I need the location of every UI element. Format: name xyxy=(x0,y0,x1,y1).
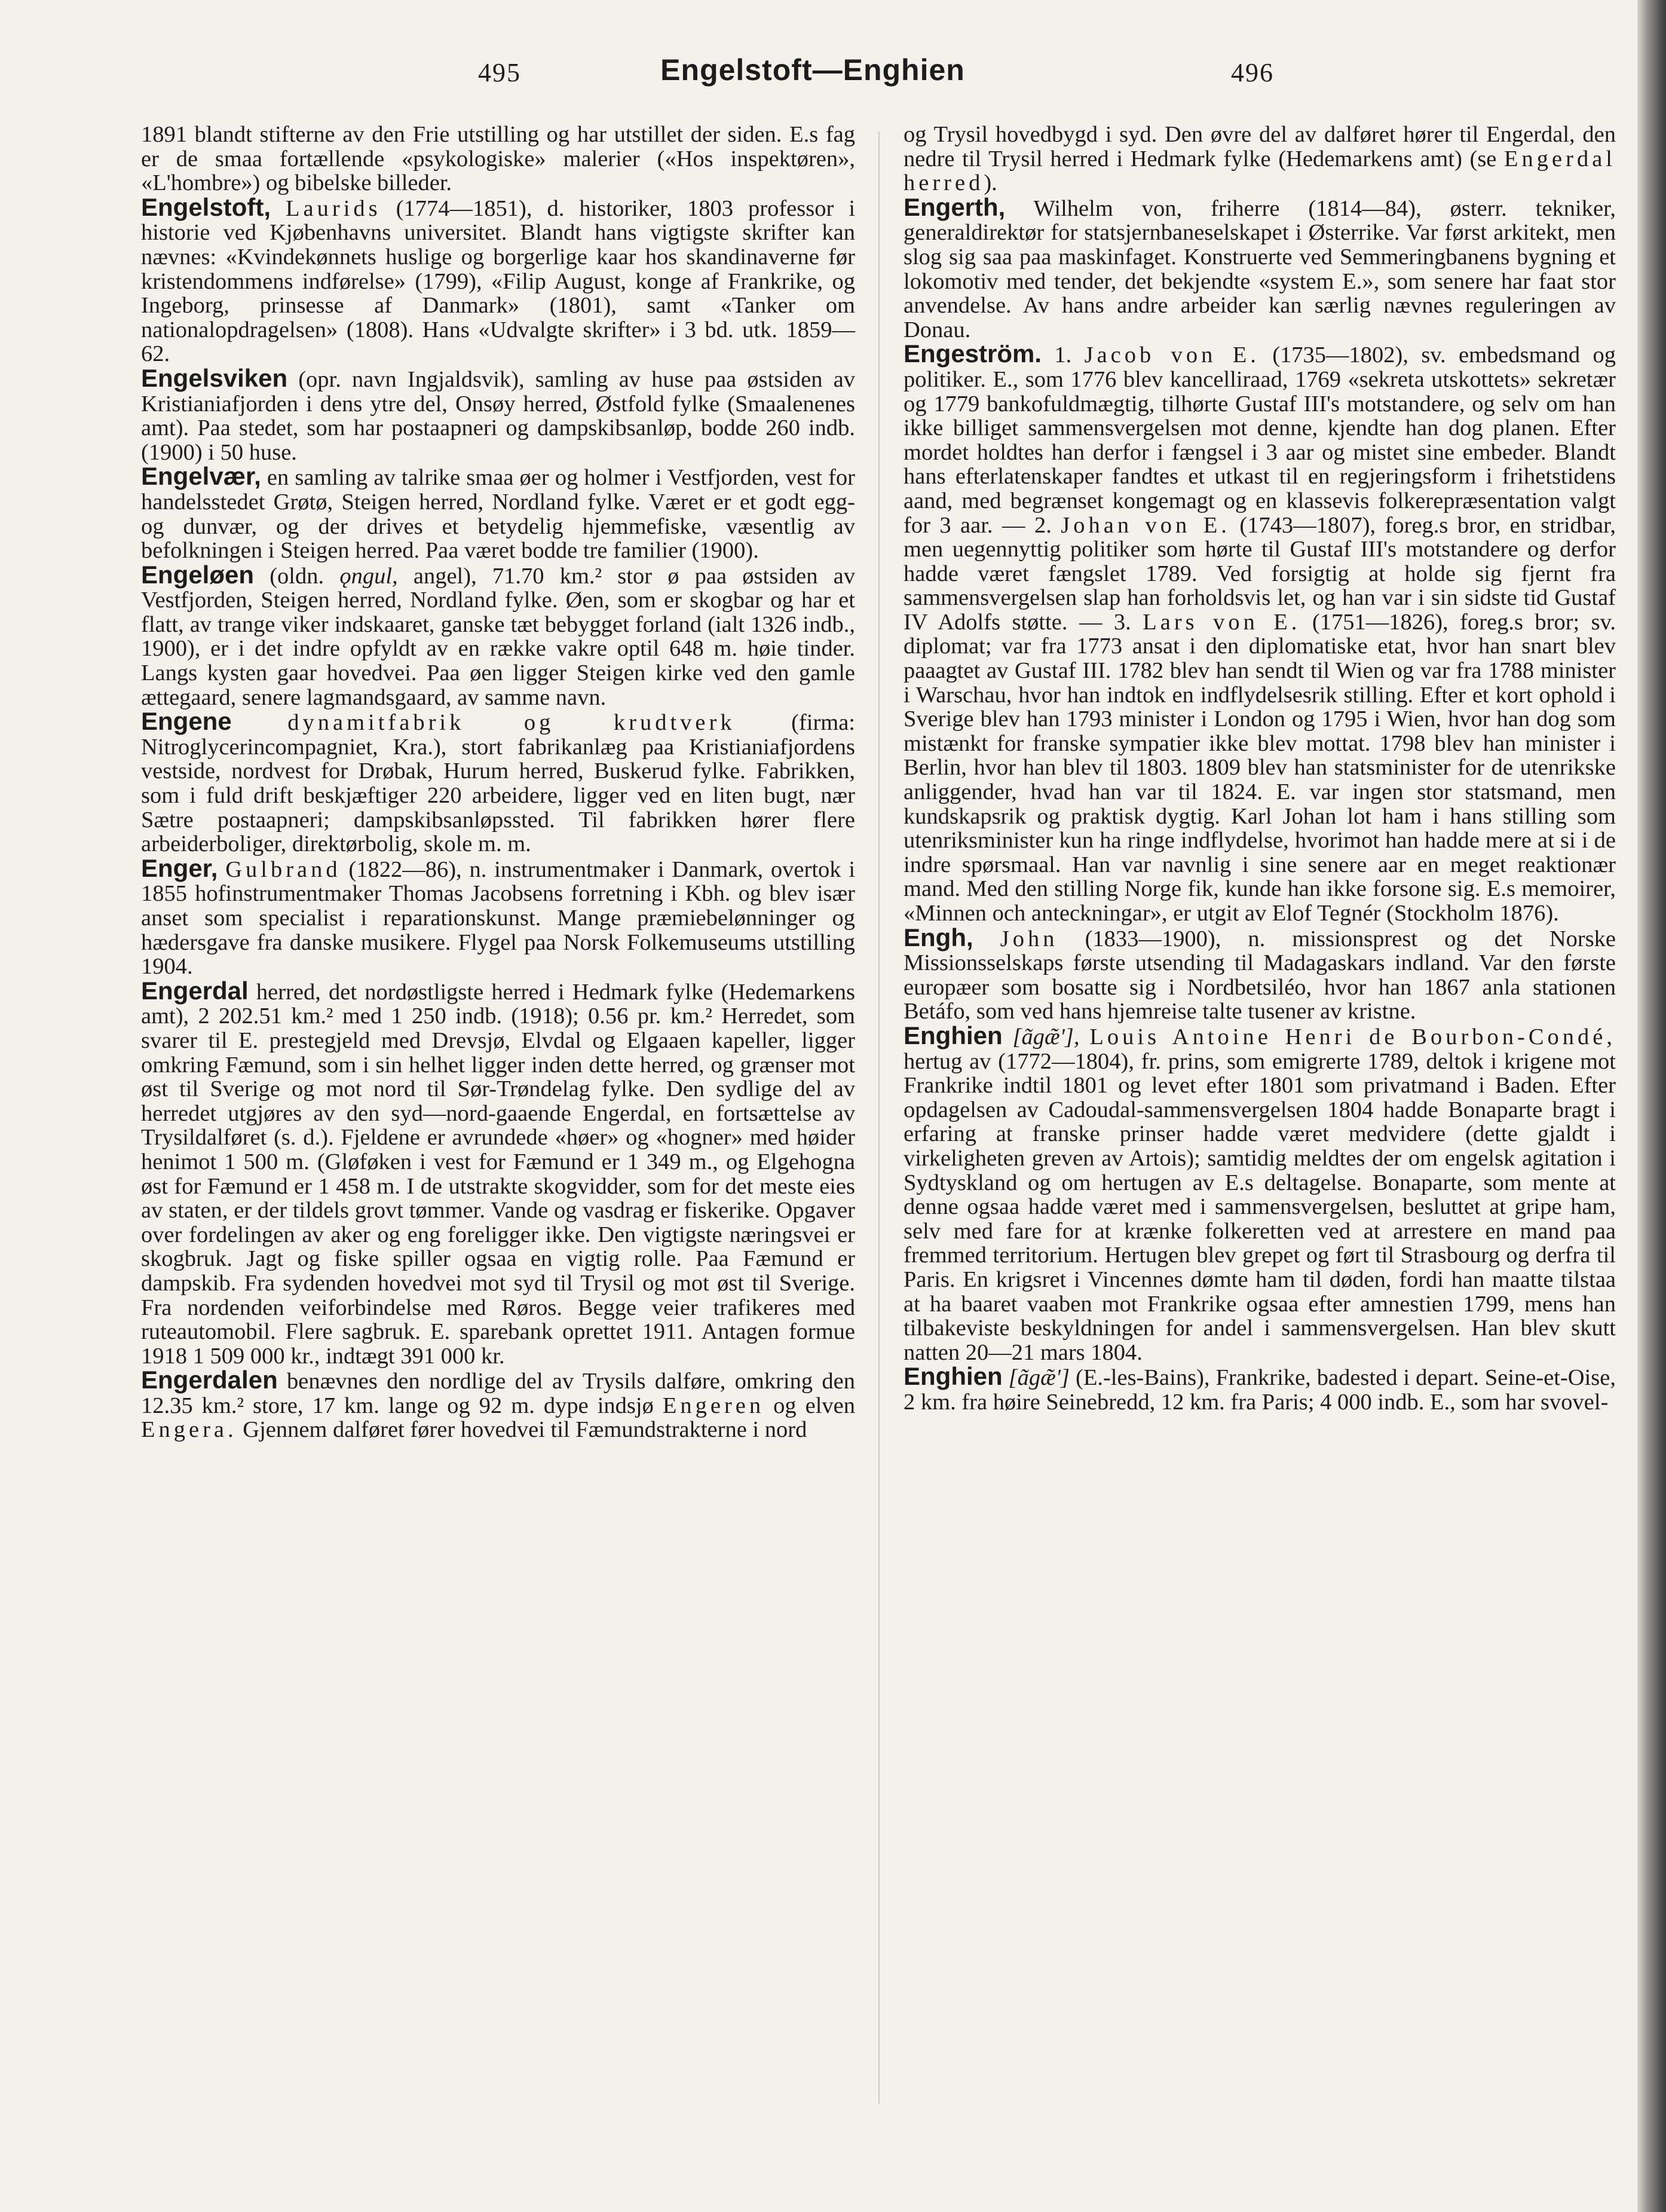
right-column xyxy=(904,123,1616,1414)
etymology: ǫngul, xyxy=(339,563,398,589)
spaced-name: Engeren xyxy=(662,1393,765,1418)
headword: Engerth, xyxy=(904,192,1006,221)
entry-engelstoft xyxy=(141,192,856,367)
entry-engerdalen xyxy=(141,1368,855,1442)
entry-enghien-town xyxy=(904,1364,1616,1414)
entry-text: Wilhelm von, friherre (1814—84), østerr. tekniker, generaldirektør for statsjernbaneselskapet i Østerrike. Var først arkitekt, men slog sig saa paa maskinfaget. Konstruerte ved Semmeringbanens bygning et lokomotiv med tender, det bekjendte «system E.», som senere har faat stor anvendelse. Av hans andre arbeider kan særlig nævnes reguleringen av Donau. xyxy=(904,195,1616,342)
entry-text: (1735—1802), sv. embedsmand og politiker. E., som 1776 blev kancelliraad, 1769 «sekreta utskottets» sekretær og 1779 bankofuldmægtig, tilhørte Gustaf III's motstandere, og selv om han ikke billiget sammensvergelsen mot denne, kjendte han dog planen. Efter mordet holdtes han derfor i fængsel i 3 aar og mistet sine embeder. Blandt hans efterlatenskaper fandtes et utkast til en regjeringsform i frihetstidens aand, med begrænset kongemagt og en klassevis folkerepræsentation valgt for 3 aar. — xyxy=(904,342,1616,538)
headword: Engene xyxy=(141,707,232,736)
left-page-number: 495 xyxy=(478,58,521,87)
person-name: John xyxy=(1000,926,1058,952)
entry-text: Gjennem dalføret fører hovedvei til Fæmundstrakterne i nord xyxy=(243,1417,807,1443)
entry-engestrom: Engeström. 1. Jacob von E. (1735—1802), sv. embedsmand og politiker. E., som 1776 blev kancelliraad, 1769 «sekreta utskottets» sekretær og 1779 bankofuldmægtig, tilhørte Gustaf III's motstandere, og selv om han ikke billiget sammensvergelsen mot denne, kjendte han dog planen. Efter mordet holdtes han derfor i fængsel i 3 aar og mistet sine embeder. Blandt hans efterlatenskaper fandtes et utkast til en regjeringsform i frihetstidens aand, med begrænset kongemagt og en klassevis folkerepræsentation valgt for 3 aar. — 2. Johan von E. (1743—1807), foreg.s bror, en stridbar, men uegennyttig politiker som hørte til Gustaf III's motstandere og derfor hadde været fængslet 1789. Ved forsigtig at holde sig fjernt fra sammensvergelsen slap han forholdsvis let, og han var i sin sidste tid Gustaf IV Adolfs støtte. — 3. Lars von E. (1751—1826), foreg.s bror; sv. diplomat; var fra 1773 ansat i den diplomatiske etat, hvor han snart blev paaagtet av Gustaf III. 1782 blev han sendt til Wien og var fra 1788 minister i Warschau, hvor han indtok en indflydelsesrik stilling. Efter et kort ophold i Sverige blev han 1793 minister i London og 1795 i Wien, hvor han dog som mistænkt for franske sympatier ikke blev mottat. 1798 blev han minister i Berlin, hvor han blev til 1803. 1809 blev han statsminister for de utenrikske anliggender, hvad han var til 1824. E. var ingen stor statsmand, men kundskapsrik og praktisk dygtig. Karl Johan lot ham i hans stilling som utenriksminister kun ha ringe indflydelse, hvorimot han hadde mere at si i de indre spørsmaal. Han var navnlig i sine senere aar en meget reaktionær mand. Med den stilling Norge fik, kunde han ikke forsone sig. E.s memoirer, «Minnen och anteckningar», er utgit av Elof Tegnér (Stockholm 1876). xyxy=(904,339,1616,926)
entry-enghien-duke xyxy=(904,1021,1616,1365)
person-name: Louis Antoine Henri de Bourbon-Condé, xyxy=(1089,1024,1616,1050)
entry-text: (opr. navn Ingjaldsvik), samling av huse paa østsiden av Kristianiafjorden i dens ytre del, Onsøy herred, Østfold fylke (Smaalenenes amt). Paa stedet, som har postaapneri og dampskibsanløp, bodde 260 indb. (1900) i 50 huse. xyxy=(141,366,855,465)
right-page-number: 496 xyxy=(1231,58,1274,87)
column-divider xyxy=(878,131,880,2104)
entry-text: (E.-les-Bains), Frankrike, badested i depart. Seine-et-Oise, 2 km. fra høire Seinebredd, 12 km. fra Paris; 4 000 indb. E., som har svovel- xyxy=(904,1365,1616,1415)
entry-text: hertug av (1772—1804), fr. prins, som emigrerte 1789, deltok i krigene mot Frankrike indtil 1801 og levet efter 1801 som privatmand i Baden. Efter opdagelsen av Cadoudal-sammensvergelsen 1804 hadde Bonaparte bragt i erfaring at franske prinser hadde været medvidere (dette gjaldt i virkeligheten greven av Artois); samtidig meldtes der om engelsk agitation i Sydtyskland og om hertugen av E.s deltagelse. Bonaparte, som mente at denne ogsaa hadde været med i sammensvergelsen, besluttet at gripe ham, selv med fare for at krænke folkeretten ved at arrestere en mand paa fremmed territorium. Hertugen blev grepet og ført til Strasbourg og derfra til Paris. En krigsret i Vincennes dømte ham til døden, fordi han maatte tilstaa at ha baaret vaaben mot Frankrike ogsaa efter amnestien 1799, mens han tilbakeviste beskyldningen for andel i sammensvergelsen. Han blev skutt natten 20—21 mars 1804. xyxy=(904,1048,1616,1365)
entry-text: og elven xyxy=(773,1393,856,1418)
spaced-name: Engera. xyxy=(141,1417,237,1443)
entry-engelvaer xyxy=(141,464,855,562)
continued-paragraph: og Trysil hovedbygd i syd. Den øvre del av dalføret hører til Engerdal, den nedre til Trysil herred i Hedmark fylke (Hedemarkens amt) (se Engerdal herred). xyxy=(904,122,1616,196)
entry-text: (oldn. xyxy=(270,563,324,589)
running-title: Engelstoft—Enghien xyxy=(660,53,965,87)
pronunciation: [ãgæ̃'], xyxy=(1012,1024,1080,1050)
entry-text: (1833—1900), n. missionsprest og det Norske Missionsselskaps første utsending til Madagaskars indland. Var den første europæer som bosatte sig i Nordbetsiléo, hvor han 1867 anla stationen Betáfo, som ved hans hjemreise talte tusener av kristne. xyxy=(904,926,1616,1024)
book-edge xyxy=(1637,0,1666,2212)
headword: Engelvær, xyxy=(141,462,261,491)
entry-text: en samling av talrike smaa øer og holmer i Vestfjorden, vest for handelsstedet Grøtø, Steigen herred, Nordland fylke. Været er et godt egg- og dunvær, og der drives et betydelig hjemmefiske, væsentlig av befolkningen i Steigen herred. Paa været bodde tre familier (1900). xyxy=(141,465,855,564)
page-header xyxy=(131,53,1494,100)
entry-enger xyxy=(141,853,856,980)
person-name: Laurids xyxy=(286,195,381,221)
headword: Engeström. xyxy=(904,339,1042,368)
headword: Engh, xyxy=(904,923,973,952)
entry-engeloen xyxy=(141,560,856,710)
headword: Engelstoft, xyxy=(141,192,271,221)
person-name: Lars von E. xyxy=(1143,609,1301,635)
headword: Enger, xyxy=(141,853,218,882)
entry-engh xyxy=(904,923,1616,1024)
entry-text: herred, det nordøstligste herred i Hedmark fylke (Hedemarkens amt), 2 202.51 km.² med 1 250 indb. (1918); 0.56 pr. km.² Herredet, som svarer til E. prestegjeld med Drevsjø, Elvdal og Elgaaen kapeller, ligger omkring Fæmund, som i sin helhet ligger inden dette herred, og grænser mot øst til Sverige og mot nord til Sør-Trøndelag fylke. Den sydlige del av herredet utgjøres av den syd—nord-gaaende Engerdal, en fortsættelse av Trysildalføret (s. d.). Fjeldene er avrundede «høer» og «hogner» med høider henimot 1 500 m. (Gløføken i vest for Fæmund er 1 349 m., og Elgehogna øst for Fæmund er 1 458 m. I de utstrakte skogvidder, som for det meste eies av staten, er der tildels grovt tømmer. Vande og vasdrag er fiskerike. Opgaver over fordelingen av aker og eng foreligger ikke. Den vigtigste næringsvei er skogbruk. Jagt og fiske spiller ogsaa en vigtig rolle. Paa Fæmund er dampskib. Fra sydenden hovedvei mot syd til Trysil og mot øst til Sverige. Fra nordenden veiforbindelse med Røros. Begge veier trafikeres med ruteautomobil. Flere sagbruk. E. sparebank oprettet 1911. Antagen formue 1918 1 509 000 kr., indtægt 391 000 kr. xyxy=(141,979,856,1369)
entry-text: (firma: Nitroglycerincompagniet, Kra.), stort fabrikanlæg paa Kristianiafjordens vestside, nordvest for Drøbak, Hurum herred, Buskerud fylke. Fabrikken, som i fuld drift beskjæftiger 220 arbeidere, ligger ved en liten bugt, nær Sætre postaapneri; dampskibsanløpssted. Til fabrikken hører flere arbeiderboliger, direktørbolig, skole m. m. xyxy=(141,710,855,857)
entry-text: benævnes den nordlige del av Trysils dalføre, omkring den 12.35 km.² store, 17 km. lange og 92 m. dype indsjø xyxy=(141,1369,855,1418)
left-column xyxy=(141,123,855,1442)
entry-text: (1751—1826), foreg.s bror; sv. diplomat; var fra 1773 ansat i den diplomatiske etat, hvor han snart blev paaagtet av Gustaf III. 1782 blev han sendt til Wien og var fra 1788 minister i Warschau, hvor han indtok en indflydelsesrik stilling. Efter et kort ophold i Sverige blev han 1793 minister i London og 1795 i Wien, hvor han dog som mistænkt for franske sympatier ikke blev mottat. 1798 blev han minister i Berlin, hvor han blev til 1803. 1809 blev han statsminister for de utenrikske anliggender, hvad han var til 1824. E. var ingen stor statsmand, men kundskapsrik og praktisk dygtig. Karl Johan lot ham i hans stilling som utenriksminister kun ha ringe indflydelse, hvorimot han hadde mere at si i de indre spørsmaal. Han var navnlig i sine senere aar en meget reaktionær mand. Med den stilling Norge fik, kunde han ikke forsone sig. E.s memoirer, «Minnen och anteckningar», er utgit av Elof Tegnér (Stockholm 1876). xyxy=(904,609,1616,926)
entry-text: (1743—1807), foreg.s bror, en stridbar, men uegennyttig politiker som hørte til Gustaf III's motstandere og derfor hadde været fængslet 1789. Ved forsigtig at holde sig fjernt fra sammensvergelsen slap han forholdsvis let, og han var i sin sidste tid Gustaf IV Adolfs støtte. — xyxy=(904,512,1616,635)
entry-engelsviken xyxy=(141,363,855,465)
entry-text: (1822—86), n. instrumentmaker i Danmark, overtok i 1855 hofinstrumentmaker Thomas Jacobsens forretning i Kbh. og blev især anset som specialist i reparationskunst. Mange præmiebelønninger og hædersgave fra danske musikere. Flygel paa Norsk Folkemuseums utstilling 1904. xyxy=(141,856,856,980)
person-name: Johan von E. xyxy=(1061,512,1230,538)
cross-reference: Engerdal herred xyxy=(904,146,1616,196)
entry-text: (1774—1851), d. historiker, 1803 professor i historie ved Kjøbenhavns universitet. Blandt hans vigtigste skrifter kan nævnes: «Kvindekønnets huslige og borgerlige kaar hos skandinaverne før kristendommens indførelse» (1799), «Filip August, konge af Frankrike, og Ingeborg, prinsesse af Danmark» (1801), samt «Tanker om nationalopdragelsen» (1808). Hans «Udvalgte skrifter» i 3 bd. utk. 1859—62. xyxy=(141,195,856,367)
spaced-name: dynamitfabrik og krudtverk xyxy=(287,710,736,736)
entry-engerth xyxy=(904,192,1616,342)
continued-paragraph: 1891 blandt stifterne av den Frie utstilling og har utstillet der siden. E.s fag er de smaa fortællende «psykologiske» malerier («Hos inspektøren», «L'hombre») og bibelske billeder. xyxy=(141,122,855,196)
pronunciation: [ãgæ̃'] xyxy=(1008,1365,1070,1391)
headword: Engelsviken xyxy=(141,363,288,392)
headword: Enghien xyxy=(904,1362,1003,1391)
entry-engerdal xyxy=(141,976,856,1369)
headword: Engerdalen xyxy=(141,1366,278,1394)
headword: Engerdal xyxy=(141,976,249,1005)
headword: Engeløen xyxy=(141,560,255,589)
person-name: Jacob von E. xyxy=(1084,342,1260,368)
headword: Enghien xyxy=(904,1021,1003,1050)
person-name: Gulbrand xyxy=(225,856,341,882)
entry-text: angel), 71.70 km.² stor ø paa østsiden av Vestfjorden, Steigen herred, Nordland fylke. Øen, som er skogbar og har et flatt, av trange viker indskaaret, ganske tæt bebygget forland (ialt 1326 indb., 1900), er i det indre opfyldt av en række vakre optil 648 m. høie tinder. Langs kysten gaar hovedvei. Paa øen ligger Steigen kirke ved den gamle ættegaard, senere lagmandsgaard, av samme navn. xyxy=(141,563,856,710)
entry-engene xyxy=(141,709,855,856)
